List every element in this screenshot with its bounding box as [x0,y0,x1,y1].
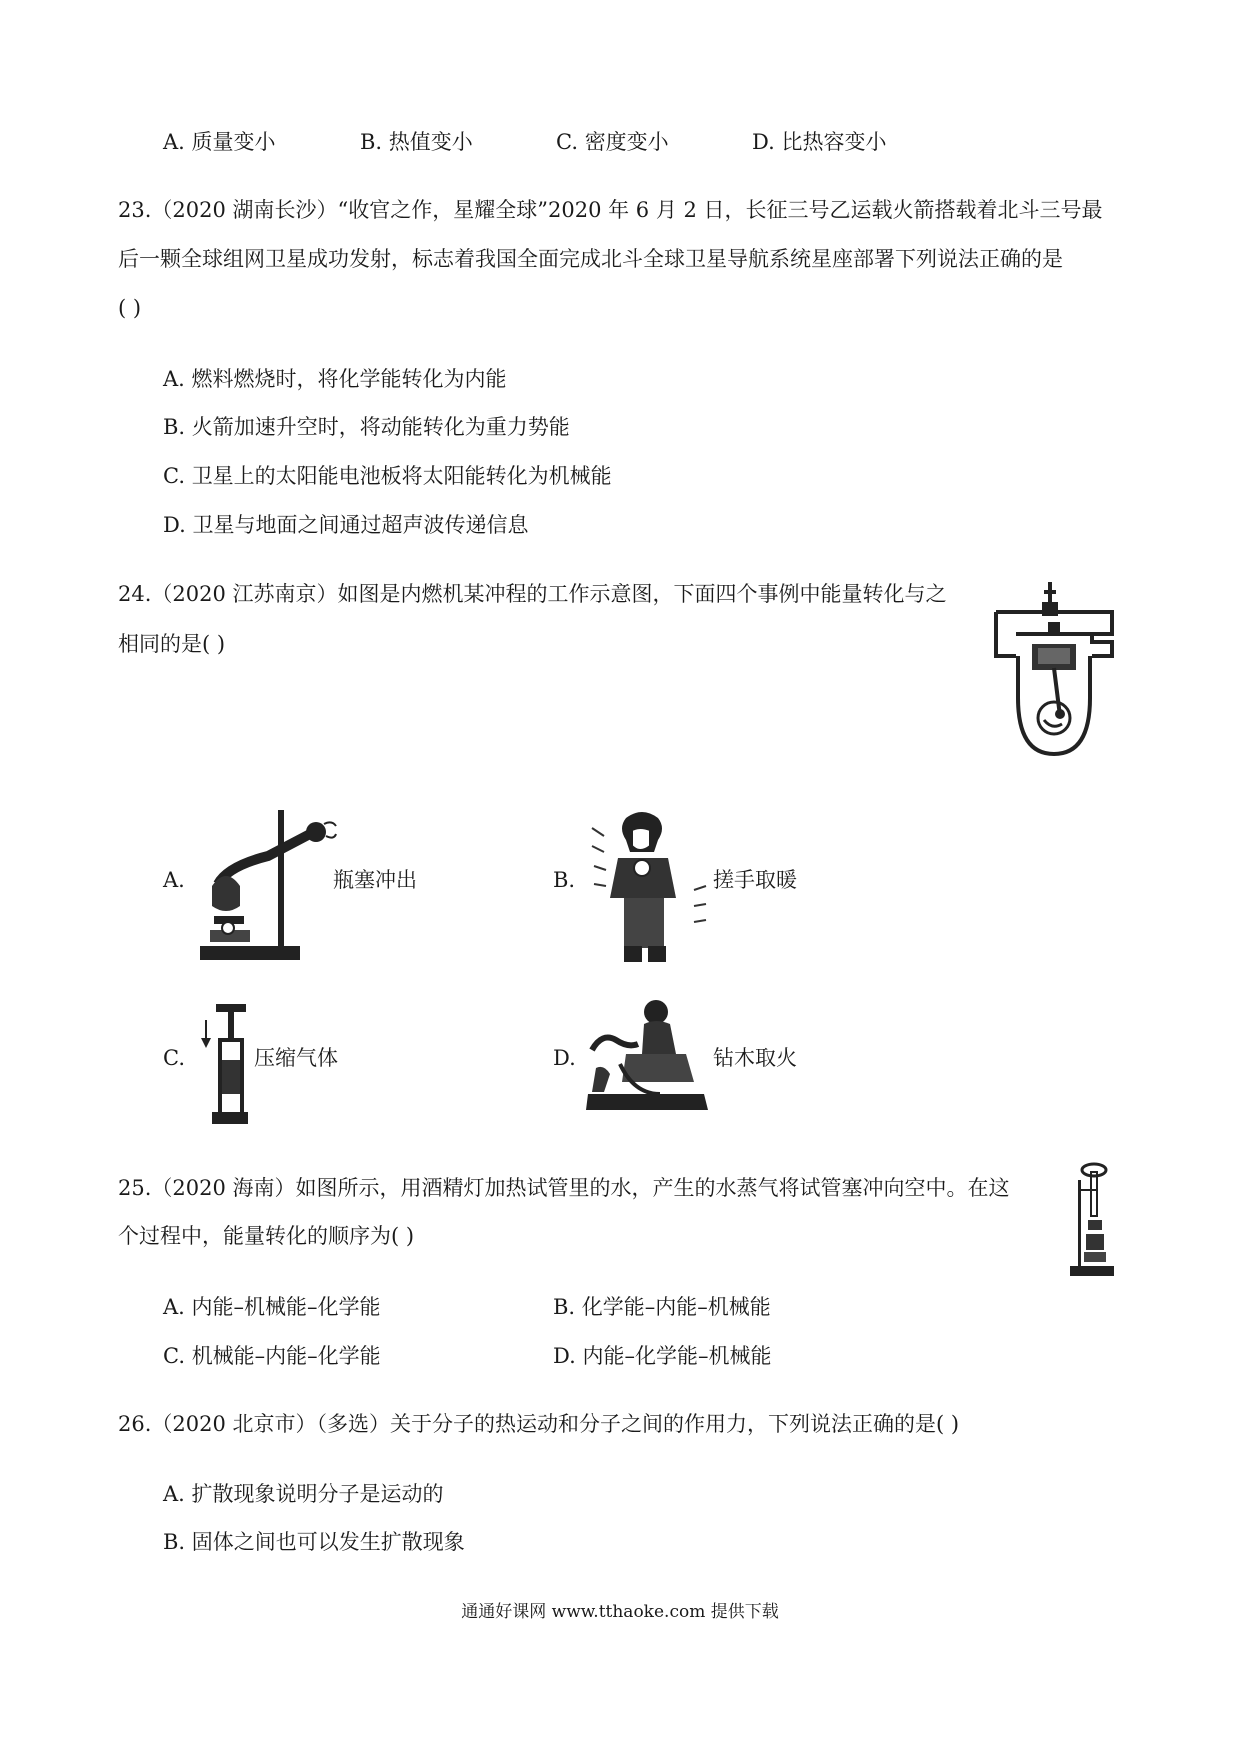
q24-option-d-letter: D. [553,1046,576,1070]
q22-option-a: A. 质量变小 [163,130,276,154]
q25-stem-line1: 25.（2020 海南）如图所示，用酒精灯加热试管里的水，产生的水蒸气将试管塞冲向空中。在这 [118,1176,1010,1200]
q22-option-c: C. 密度变小 [556,130,669,154]
q25-option-c: C. 机械能–内能–化学能 [163,1344,381,1368]
q22-option-d: D. 比热容变小 [752,130,887,154]
q23-option-a: A. 燃料燃烧时，将化学能转化为内能 [163,367,507,391]
q24-option-c-letter: C. [163,1046,185,1070]
rubbing-hands-image [590,808,710,966]
bottle-cork-image [198,806,338,964]
drill-wood-fire-image [586,998,710,1112]
q22-option-b: B. 热值变小 [360,130,473,154]
q25-stem-line2: 个过程中，能量转化的顺序为( ) [118,1224,415,1248]
q24-option-d-caption: 钻木取火 [713,1046,797,1070]
page-footer: 通通好课网 www.tthaoke.com 提供下载 [461,1602,779,1622]
q24-option-c-caption: 压缩气体 [254,1046,338,1070]
q23-option-b: B. 火箭加速升空时，将动能转化为重力势能 [163,415,570,439]
q24-option-a-caption: 瓶塞冲出 [333,868,417,892]
q23-stem-line3: ( ) [118,296,142,320]
engine-diagram [988,578,1120,760]
compress-gas-image [198,1000,250,1128]
q23-option-c: C. 卫星上的太阳能电池板将太阳能转化为机械能 [163,464,612,488]
q26-option-b: B. 固体之间也可以发生扩散现象 [163,1530,465,1554]
q25-option-a: A. 内能–机械能–化学能 [163,1295,381,1319]
q25-option-d: D. 内能–化学能–机械能 [553,1344,772,1368]
q24-option-b-caption: 搓手取暖 [713,868,797,892]
q26-stem-line1: 26.（2020 北京市）（多选）关于分子的热运动和分子之间的作用力，下列说法正确的是( ) [118,1412,960,1436]
q24-stem-line2: 相同的是( ) [118,632,226,656]
q23-stem-line2: 后一颗全球组网卫星成功发射，标志着我国全面完成北斗全球卫星导航系统星座部署下列说法正确的是 [118,247,1063,271]
q24-option-a-letter: A. [163,868,185,892]
q23-option-d: D. 卫星与地面之间通过超声波传递信息 [163,513,529,537]
q26-option-a: A. 扩散现象说明分子是运动的 [163,1482,444,1506]
q24-option-b-letter: B. [553,868,576,892]
test-tube-apparatus-image [1064,1160,1120,1280]
q25-option-b: B. 化学能–内能–机械能 [553,1295,771,1319]
q24-stem-line1: 24.（2020 江苏南京）如图是内燃机某冲程的工作示意图，下面四个事例中能量转化与之 [118,582,947,606]
q23-stem-line1: 23.（2020 湖南长沙）“收官之作，星耀全球”2020 年 6 月 2 日，长征三号乙运载火箭搭载着北斗三号最 [118,198,1103,222]
